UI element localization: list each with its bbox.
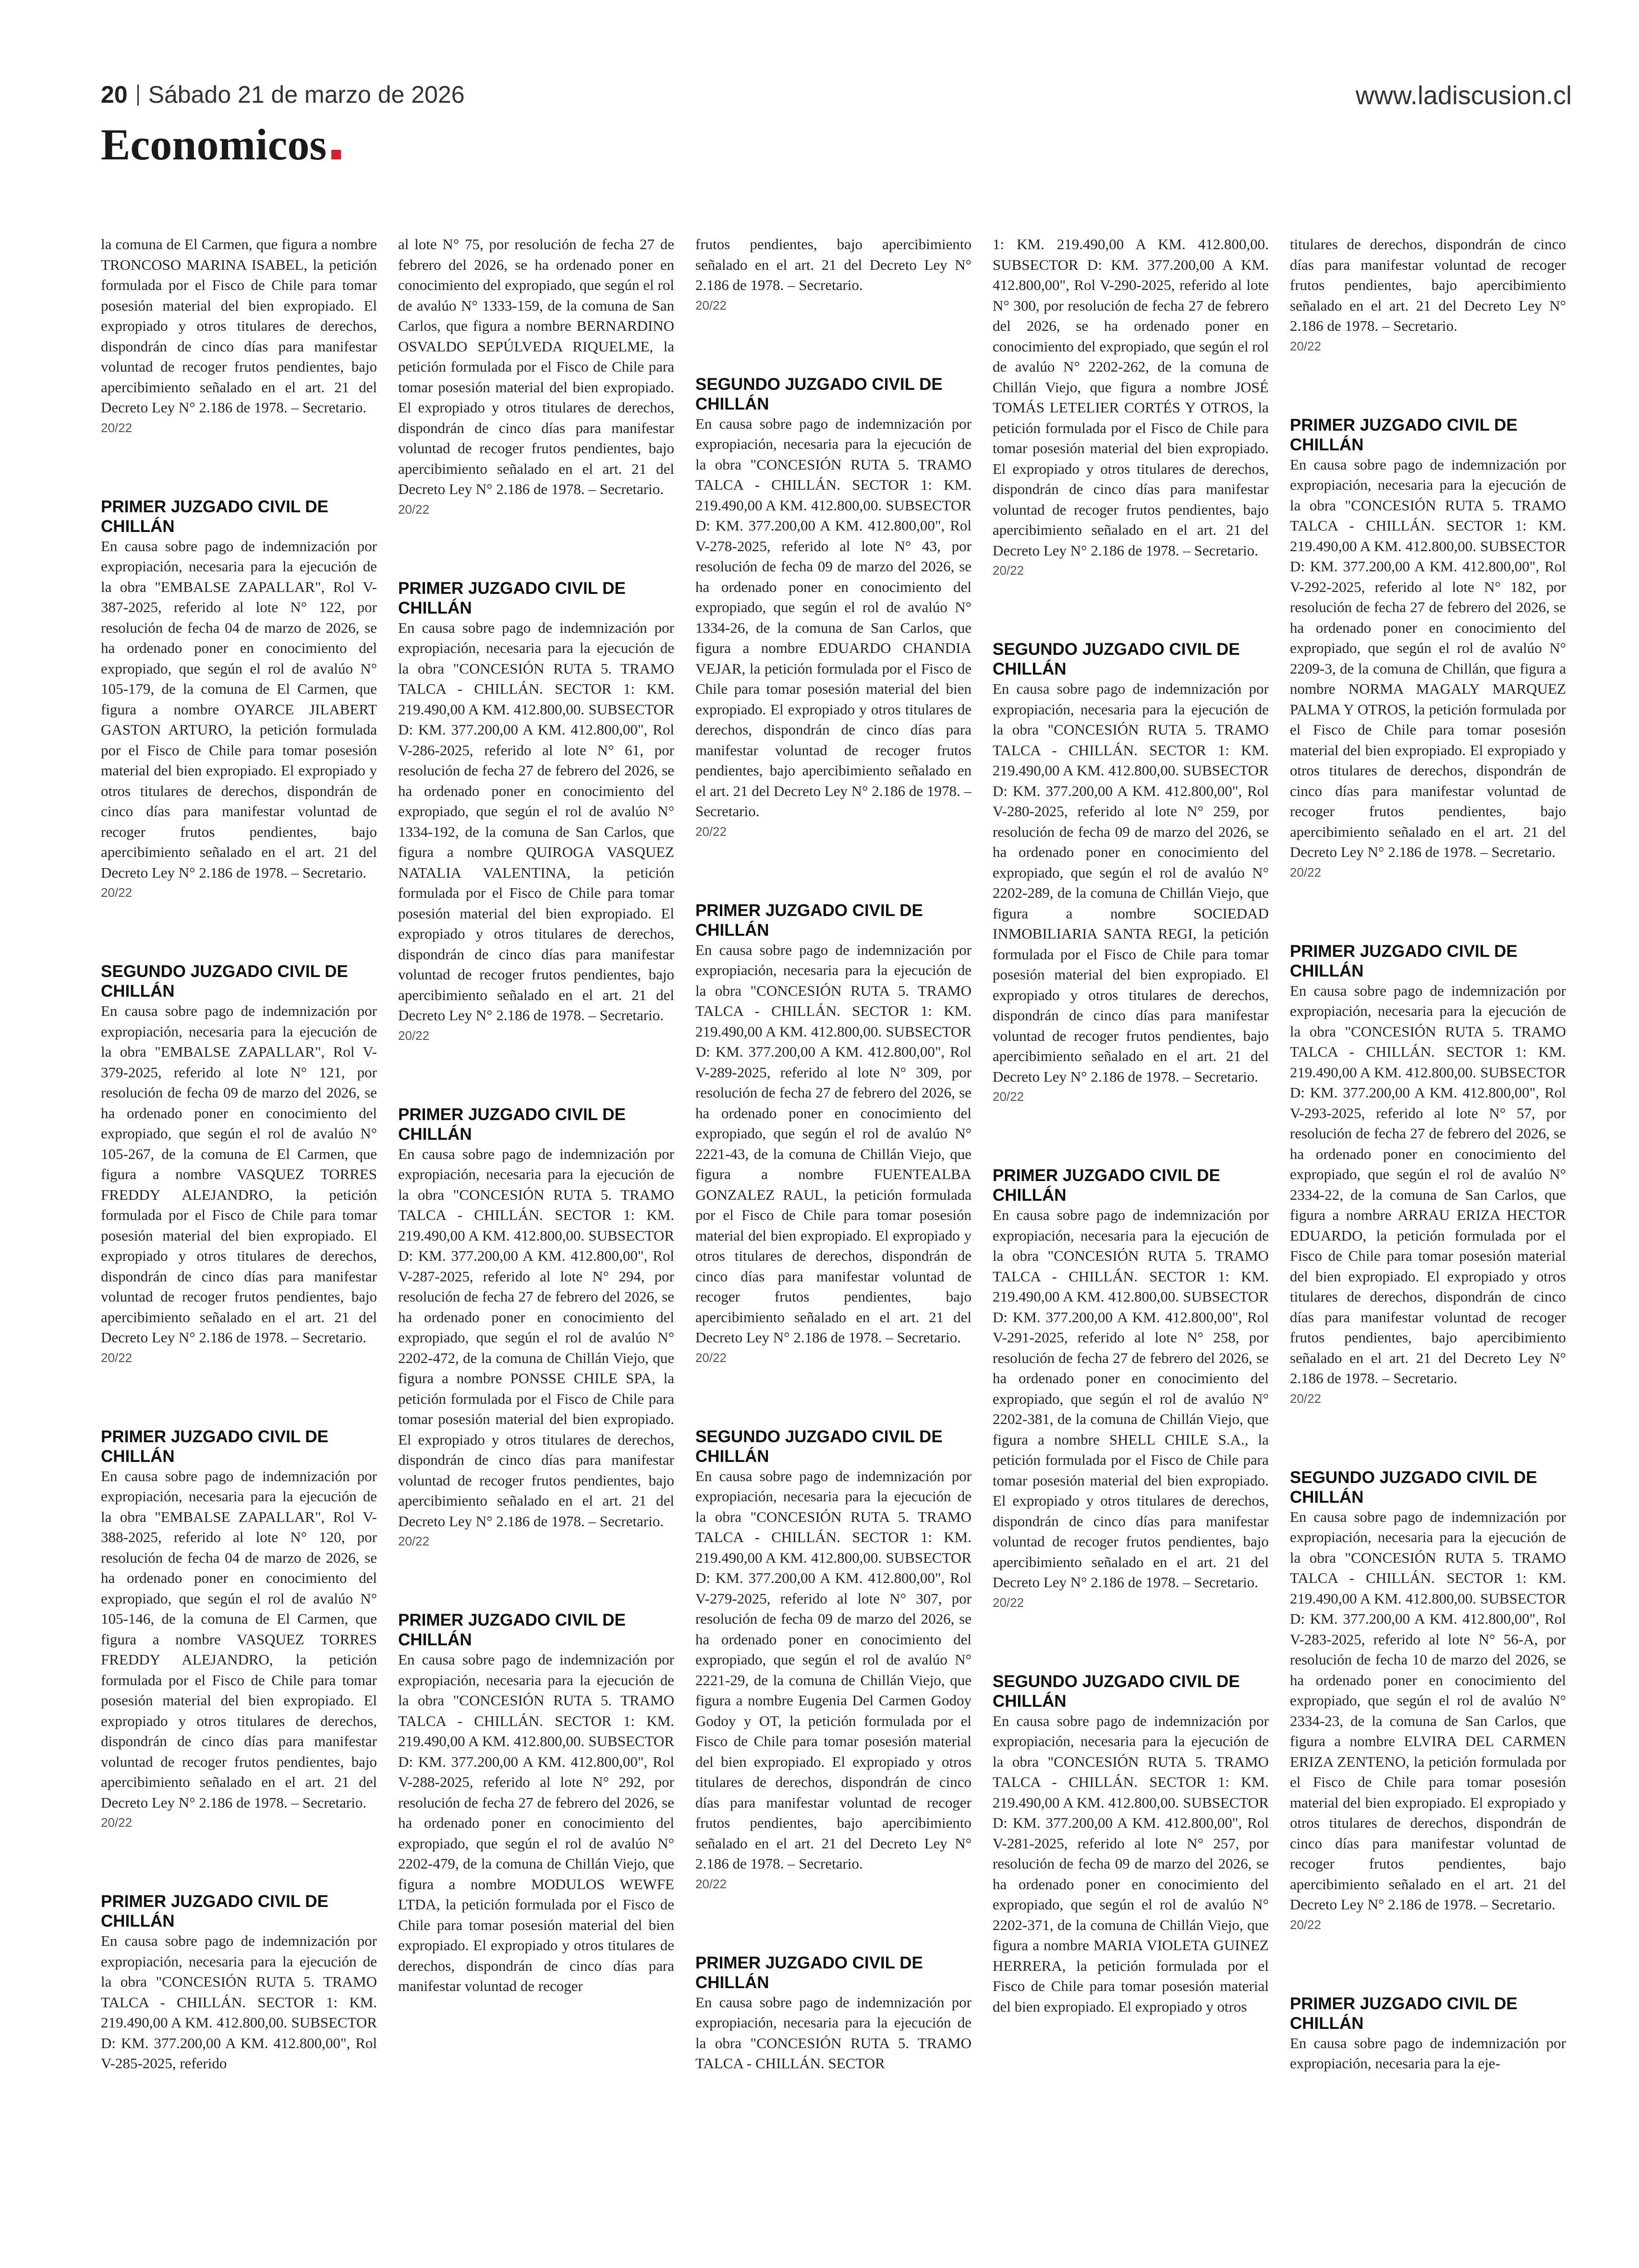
notice-code: 20/22 xyxy=(1290,1391,1322,1406)
website-url[interactable]: www.ladiscusion.cl xyxy=(1355,81,1572,110)
legal-notice xyxy=(695,1427,971,1894)
legal-notice xyxy=(398,579,674,1045)
legal-notice xyxy=(1290,941,1566,1408)
notice-body: En causa sobre pago de indemnización por expropiación, necesaria para la ejecución de la obra "CONCESIÓN RUTA 5. TRAMO TALCA - CHILLÁN. SECTOR 1: KM. 219.490,00 A KM. 412.800,00. SUBSECTOR D: KM. 377.200,00 A KM. 412.800,00", Rol V-292-2025, referido al lote N° 182, por resolución de fecha 27 de febrero del 2026, se ha ordenado poner en conocimiento del expropiado, que según el rol de avalúo N° 2209-3, de la comuna de Chillán, que figura a nombre NORMA MAGALY MARQUEZ PALMA Y OTROS, la petición formulada por el Fisco de Chile para tomar posesión material del bien expropiado. El expropiado y otros titulares de derechos, dispondrán de cinco días para manifestar voluntad de recoger frutos pendientes, bajo apercibimiento señalado en el art. 21 del Decreto Ley N° 2.186 de 1978. – Secretario. xyxy=(1290,456,1566,860)
notice-code: 20/22 xyxy=(1290,865,1322,880)
notice-heading: PRIMER JUZGADO CIVIL DE CHILLÁN xyxy=(398,1611,626,1649)
notice-body: En causa sobre pago de indemnización por expropiación, necesaria para la ejecución de la obra "CONCESIÓN RUTA 5. TRAMO TALCA - CHILLÁN. SECTOR 1: KM. 219.490,00 A KM. 412.800,00. SUBSECTOR D: KM. 377.200,00 A KM. 412.800,00", Rol V-283-2025, referido al lote N° 56-A, por resolución de fecha 10 de marzo del 2026, se ha ordenado poner en conocimiento del expropiado, que según el rol de avalúo N° 2334-23, de la comuna de San Carlos, que figura a nombre ELVIRA DEL CARMEN ERIZA ZENTENO, la petición formulada por el Fisco de Chile para tomar posesión material del bien expropiado. El expropiado y otros titulares de derechos, dispondrán de cinco días para manifestar voluntad de recoger frutos pendientes, bajo apercibimiento señalado en el art. 21 del Decreto Ley N° 2.186 de 1978. – Secretario. xyxy=(1290,1508,1566,1913)
notice-heading: SEGUNDO JUZGADO CIVIL DE CHILLÁN xyxy=(695,1427,943,1466)
notice-heading: SEGUNDO JUZGADO CIVIL DE CHILLÁN xyxy=(695,374,943,413)
notice-heading: PRIMER JUZGADO CIVIL DE CHILLÁN xyxy=(1290,941,1518,980)
classified-column-5 xyxy=(1290,234,1566,2251)
notice-heading: PRIMER JUZGADO CIVIL DE CHILLÁN xyxy=(993,1166,1220,1205)
notice-code: 20/22 xyxy=(695,298,727,313)
page-header-left xyxy=(101,81,464,109)
notice-code: 20/22 xyxy=(398,1534,430,1548)
legal-notice xyxy=(993,1166,1269,1612)
notice-code: 20/22 xyxy=(101,1350,133,1365)
notice-heading: PRIMER JUZGADO CIVIL DE CHILLÁN xyxy=(1290,1994,1518,2033)
notice-heading: PRIMER JUZGADO CIVIL DE CHILLÁN xyxy=(695,901,923,940)
notice-body: En causa sobre pago de indemnización por expropiación, necesaria para la ejecución de la obra "CONCESIÓN RUTA 5. TRAMO TALCA - CHILLÁN. SECTOR 1: KM. 219.490,00 A KM. 412.800,00. SUBSECTOR D: KM. 377.200,00 A KM. 412.800,00", Rol V-288-2025, referido al lote N° 292, por resolución de fecha 27 de febrero del 2026, se ha ordenado poner en conocimiento del expropiado, que según el rol de avalúo N° 2202-479, de la comuna de Chillán Viejo, que figura a nombre MODULOS WEWFE LTDA, la petición formulada por el Fisco de Chile para tomar posesión material del bien expropiado. El expropiado y otros titulares de derechos, dispondrán de cinco días para manifestar voluntad de recoger xyxy=(398,1651,674,1994)
legal-notice xyxy=(993,234,1269,580)
legal-notice xyxy=(398,1105,674,1551)
classified-column-4 xyxy=(993,234,1269,2251)
classified-column-3 xyxy=(695,234,971,2251)
notice-body: En causa sobre pago de indemnización por expropiación, necesaria para la ejecución de la obra "CONCESIÓN RUTA 5. TRAMO TALCA - CHILLÁN. SECTOR 1: KM. 219.490,00 A KM. 412.800,00. SUBSECTOR D: KM. 377.200,00 A KM. 412.800,00", Rol V-293-2025, referido al lote N° 57, por resolución de fecha 27 de febrero del 2026, se ha ordenado poner en conocimiento del expropiado, que según el rol de avalúo N° 2334-22, de la comuna de San Carlos, que figura a nombre ARRAU ERIZA HECTOR EDUARDO, la petición formulada por el Fisco de Chile para tomar posesión material del bien expropiado. El expropiado y otros titulares de derechos, dispondrán de cinco días para manifestar voluntad de recoger frutos pendientes, bajo apercibimiento señalado en el art. 21 del Decreto Ley N° 2.186 de 1978. – Secretario. xyxy=(1290,982,1566,1387)
legal-notice xyxy=(101,234,377,437)
legal-notice xyxy=(1290,1994,1566,2074)
notice-body: En causa sobre pago de indemnización por expropiación, necesaria para la ejecución de la obra "CONCESIÓN RUTA 5. TRAMO TALCA - CHILLÁN. SECTOR 1: KM. 219.490,00 A KM. 412.800,00. SUBSECTOR D: KM. 377.200,00 A KM. 412.800,00", Rol V-281-2025, referido al lote N° 257, por resolución de fecha 09 de marzo del 2026, se ha ordenado poner en conocimiento del expropiado, que según el rol de avalúo N° 2202-371, de la comuna de Chillán Viejo, que figura a nombre MARIA VIOLETA GUINEZ HERRERA, la petición formulada por el Fisco de Chile para tomar posesión material del bien expropiado. El expropiado y otros xyxy=(993,1712,1269,2015)
notice-body: En causa sobre pago de indemnización por expropiación, necesaria para la eje- xyxy=(1290,2034,1566,2072)
notice-heading: PRIMER JUZGADO CIVIL DE CHILLÁN xyxy=(101,497,328,536)
legal-notice xyxy=(398,234,674,519)
legal-notice xyxy=(101,497,377,903)
notice-code: 20/22 xyxy=(1290,338,1322,353)
notice-body: En causa sobre pago de indemnización por expropiación, necesaria para la ejecución de la obra "CONCESIÓN RUTA 5. TRAMO TALCA - CHILLÁN. SECTOR 1: KM. 219.490,00 A KM. 412.800,00. SUBSECTOR D: KM. 377.200,00 A KM. 412.800,00", Rol V-279-2025, referido al lote N° 307, por resolución de fecha 09 de marzo del 2026, se ha ordenado poner en conocimiento del expropiado, que según el rol de avalúo N° 2221-29, de la comuna de Chillán Viejo, que figura a nombre Eugenia Del Carmen Godoy Godoy y OT, la petición formulada por el Fisco de Chile para tomar posesión material del bien expropiado. El expropiado y otros titulares de derechos, dispondrán de cinco días para manifestar voluntad de recoger frutos pendientes, bajo apercibimiento señalado en el art. 21 del Decreto Ley N° 2.186 de 1978. – Secretario. xyxy=(695,1467,971,1872)
notice-body: la comuna de El Carmen, que figura a nombre TRONCOSO MARINA ISABEL, la petición formulada por el Fisco de Chile para tomar posesión material del bien expropiado. El expropiado y otros titulares de derechos, dispondrán de cinco días para manifestar voluntad de recoger frutos pendientes, bajo apercibimiento señalado en el art. 21 del Decreto Ley N° 2.186 de 1978. – Secretario. xyxy=(101,236,377,416)
classified-column-1 xyxy=(101,234,377,2251)
page-number: 20 xyxy=(101,81,128,108)
notice-body: frutos pendientes, bajo apercibimiento señalado en el art. 21 del Decreto Ley N° 2.186 de 1978. – Secretario. xyxy=(695,236,971,293)
notice-code: 20/22 xyxy=(1290,1917,1322,1932)
notice-heading: PRIMER JUZGADO CIVIL DE CHILLÁN xyxy=(695,1953,923,1992)
legal-notice xyxy=(695,374,971,841)
legal-notice xyxy=(695,901,971,1367)
section-name: Economicos xyxy=(101,120,327,169)
issue-date: Sábado 21 de marzo de 2026 xyxy=(148,81,465,108)
legal-notice xyxy=(101,1892,377,2074)
section-title xyxy=(101,119,341,170)
notice-body: En causa sobre pago de indemnización por expropiación, necesaria para la ejecución de la obra "CONCESIÓN RUTA 5. TRAMO TALCA - CHILLÁN. SECTOR 1: KM. 219.490,00 A KM. 412.800,00. SUBSECTOR D: KM. 377.200,00 A KM. 412.800,00", Rol V-286-2025, referido al lote N° 61, por resolución de fecha 27 de febrero del 2026, se ha ordenado poner en conocimiento del expropiado, que según el rol de avalúo N° 1334-192, de la comuna de San Carlos, que figura a nombre QUIROGA VASQUEZ NATALIA VALENTINA, la petición formulada por el Fisco de Chile para tomar posesión material del bien expropiado. El expropiado y otros titulares de derechos, dispondrán de cinco días para manifestar voluntad de recoger frutos pendientes, bajo apercibimiento señalado en el art. 21 del Decreto Ley N° 2.186 de 1978. – Secretario. xyxy=(398,619,674,1024)
notice-code: 20/22 xyxy=(398,1028,430,1043)
notice-body: En causa sobre pago de indemnización por expropiación, necesaria para la ejecución de la obra "CONCESIÓN RUTA 5. TRAMO TALCA - CHILLÁN. SECTOR xyxy=(695,1993,971,2072)
legal-notice xyxy=(398,1610,674,1997)
notice-heading: SEGUNDO JUZGADO CIVIL DE CHILLÁN xyxy=(1290,1468,1537,1507)
notice-body: En causa sobre pago de indemnización por expropiación, necesaria para la ejecución de la obra "CONCESIÓN RUTA 5. TRAMO TALCA - CHILLÁN. SECTOR 1: KM. 219.490,00 A KM. 412.800,00. SUBSECTOR D: KM. 377.200,00 A KM. 412.800,00", Rol V-291-2025, referido al lote N° 258, por resolución de fecha 27 de febrero del 2026, se ha ordenado poner en conocimiento del expropiado, que según el rol de avalúo N° 2202-381, de la comuna de Chillán Viejo, que figura a nombre SHELL CHILE S.A., la petición formulada por el Fisco de Chile para tomar posesión material del bien expropiado. El expropiado y otros titulares de derechos, dispondrán de cinco días para manifestar voluntad de recoger frutos pendientes, bajo apercibimiento señalado en el art. 21 del Decreto Ley N° 2.186 de 1978. – Secretario. xyxy=(993,1206,1269,1591)
legal-notice xyxy=(1290,415,1566,882)
notice-heading: SEGUNDO JUZGADO CIVIL DE CHILLÁN xyxy=(993,1672,1240,1711)
notice-body: En causa sobre pago de indemnización por expropiación, necesaria para la ejecución de la obra "EMBALSE ZAPALLAR", Rol V-379-2025, referido al lote N° 121, por resolución de fecha 09 de marzo del 2026, se ha ordenado poner en conocimiento del expropiado, que según el rol de avalúo N° 105-267, de la comuna de El Carmen, que figura a nombre VASQUEZ TORRES FREDDY ALEJANDRO, la petición formulada por el Fisco de Chile para tomar posesión material del bien expropiado. El expropiado y otros titulares de derechos, dispondrán de cinco días para manifestar voluntad de recoger frutos pendientes, bajo apercibimiento señalado en el art. 21 del Decreto Ley N° 2.186 de 1978. – Secretario. xyxy=(101,1002,377,1346)
classified-column-2 xyxy=(398,234,674,2251)
header-divider xyxy=(137,84,139,106)
notice-code: 20/22 xyxy=(398,502,430,517)
notice-code: 20/22 xyxy=(993,1595,1024,1610)
notice-body: En causa sobre pago de indemnización por expropiación, necesaria para la ejecución de la obra "CONCESIÓN RUTA 5. TRAMO TALCA - CHILLÁN. SECTOR 1: KM. 219.490,00 A KM. 412.800,00. SUBSECTOR D: KM. 377.200,00 A KM. 412.800,00", Rol V-280-2025, referido al lote N° 259, por resolución de fecha 09 de marzo del 2026, se ha ordenado poner en conocimiento del expropiado, que según el rol de avalúo N° 2202-289, de la comuna de Chillán Viejo, que figura a nombre SOCIEDAD INMOBILIARIA SANTA REGI, la petición formulada por el Fisco de Chile para tomar posesión material del bien expropiado. El expropiado y otros titulares de derechos, dispondrán de cinco días para manifestar voluntad de recoger frutos pendientes, bajo apercibimiento señalado en el art. 21 del Decreto Ley N° 2.186 de 1978. – Secretario. xyxy=(993,680,1269,1085)
notice-body: En causa sobre pago de indemnización por expropiación, necesaria para la ejecución de la obra "EMBALSE ZAPALLAR", Rol V-388-2025, referido al lote N° 120, por resolución de fecha 04 de marzo de 2026, se ha ordenado poner en conocimiento del expropiado, que según el rol de avalúo N° 105-146, de la comuna de El Carmen, que figura a nombre VASQUEZ TORRES FREDDY ALEJANDRO, la petición formulada por el Fisco de Chile para tomar posesión material del bien expropiado. El expropiado y otros titulares de derechos, dispondrán de cinco días para manifestar voluntad de recoger frutos pendientes, bajo apercibimiento señalado en el art. 21 del Decreto Ley N° 2.186 de 1978. – Secretario. xyxy=(101,1467,377,1811)
section-accent-dot xyxy=(331,150,341,159)
notice-body: En causa sobre pago de indemnización por expropiación, necesaria para la ejecución de la obra "CONCESIÓN RUTA 5. TRAMO TALCA - CHILLÁN. SECTOR 1: KM. 219.490,00 A KM. 412.800,00. SUBSECTOR D: KM. 377.200,00 A KM. 412.800,00", Rol V-278-2025, referido al lote N° 43, por resolución de fecha 09 de marzo del 2026, se ha ordenado poner en conocimiento del expropiado, que según el rol de avalúo N° 1334-26, de la comuna de San Carlos, que figura a nombre EDUARDO CHANDIA VEJAR, la petición formulada por el Fisco de Chile para tomar posesión material del bien expropiado. El expropiado y otros titulares de derechos, dispondrán de cinco días para manifestar voluntad de recoger frutos pendientes, bajo apercibimiento señalado en el art. 21 del Decreto Ley N° 2.186 de 1978. – Secretario. xyxy=(695,415,971,820)
notice-heading: PRIMER JUZGADO CIVIL DE CHILLÁN xyxy=(1290,415,1518,454)
notice-heading: PRIMER JUZGADO CIVIL DE CHILLÁN xyxy=(101,1427,328,1466)
notice-code: 20/22 xyxy=(695,824,727,839)
notice-code: 20/22 xyxy=(101,420,133,435)
notice-body: En causa sobre pago de indemnización por expropiación, necesaria para la ejecución de la obra "CONCESIÓN RUTA 5. TRAMO TALCA - CHILLÁN. SECTOR 1: KM. 219.490,00 A KM. 412.800,00. SUBSECTOR D: KM. 377.200,00 A KM. 412.800,00", Rol V-287-2025, referido al lote N° 294, por resolución de fecha 27 de febrero del 2026, se ha ordenado poner en conocimiento del expropiado, que según el rol de avalúo N° 2202-472, de la comuna de Chillán Viejo, que figura a nombre PONSSE CHILE SPA, la petición formulada por el Fisco de Chile para tomar posesión material del bien expropiado. El expropiado y otros titulares de derechos, dispondrán de cinco días para manifestar voluntad de recoger frutos pendientes, bajo apercibimiento señalado en el art. 21 del Decreto Ley N° 2.186 de 1978. – Secretario. xyxy=(398,1145,674,1530)
notice-body: En causa sobre pago de indemnización por expropiación, necesaria para la ejecución de la obra "CONCESIÓN RUTA 5. TRAMO TALCA - CHILLÁN. SECTOR 1: KM. 219.490,00 A KM. 412.800,00. SUBSECTOR D: KM. 377.200,00 A KM. 412.800,00", Rol V-285-2025, referido xyxy=(101,1932,377,2072)
legal-notice xyxy=(101,1427,377,1833)
legal-notice xyxy=(993,639,1269,1106)
notice-body: al lote N° 75, por resolución de fecha 27 de febrero del 2026, se ha ordenado poner en conocimiento del expropiado, que según el rol de avalúo N° 1333-159, de la comuna de San Carlos, que figura a nombre BERNARDINO OSVALDO SEPÚLVEDA RIQUELME, la petición formulada por el Fisco de Chile para tomar posesión material del bien expropiado. El expropiado y otros titulares de derechos, dispondrán de cinco días para manifestar voluntad de recoger frutos pendientes, bajo apercibimiento señalado en el art. 21 del Decreto Ley N° 2.186 de 1978. – Secretario. xyxy=(398,236,674,497)
notice-body: En causa sobre pago de indemnización por expropiación, necesaria para la ejecución de la obra "CONCESIÓN RUTA 5. TRAMO TALCA - CHILLÁN. SECTOR 1: KM. 219.490,00 A KM. 412.800,00. SUBSECTOR D: KM. 377.200,00 A KM. 412.800,00", Rol V-289-2025, referido al lote N° 309, por resolución de fecha 27 de febrero del 2026, se ha ordenado poner en conocimiento del expropiado, que según el rol de avalúo N° 2221-43, de la comuna de Chillán Viejo, que figura a nombre FUENTEALBA GONZALEZ RAUL, la petición formulada por el Fisco de Chile para tomar posesión material del bien expropiado. El expropiado y otros titulares de derechos, dispondrán de cinco días para manifestar voluntad de recoger frutos pendientes, bajo apercibimiento señalado en el art. 21 del Decreto Ley N° 2.186 de 1978. – Secretario. xyxy=(695,941,971,1346)
notice-code: 20/22 xyxy=(101,885,133,900)
legal-notice xyxy=(695,234,971,315)
notice-body: En causa sobre pago de indemnización por expropiación, necesaria para la ejecución de la obra "EMBALSE ZAPALLAR", Rol V-387-2025, referido al lote N° 122, por resolución de fecha 04 de marzo de 2026, se ha ordenado poner en conocimiento del expropiado, que según el rol de avalúo N° 105-179, de la comuna de El Carmen, que figura a nombre OYARCE JILABERT GASTON ARTURO, la petición formulada por el Fisco de Chile para tomar posesión material del bien expropiado. El expropiado y otros titulares de derechos, dispondrán de cinco días para manifestar voluntad de recoger frutos pendientes, bajo apercibimiento señalado en el art. 21 del Decreto Ley N° 2.186 de 1978. – Secretario. xyxy=(101,537,377,881)
notice-heading: SEGUNDO JUZGADO CIVIL DE CHILLÁN xyxy=(101,962,348,1001)
notice-heading: PRIMER JUZGADO CIVIL DE CHILLÁN xyxy=(398,579,626,617)
notice-code: 20/22 xyxy=(101,1815,133,1830)
notice-body: 1: KM. 219.490,00 A KM. 412.800,00. SUBSECTOR D: KM. 377.200,00 A KM. 412.800,00", Rol V-290-2025, referido al lote N° 300, por resolución de fecha 27 de febrero del 2026, se ha ordenado poner en conocimiento del expropiado, que según el rol de avalúo N° 2202-262, de la comuna de Chillán Viejo, que figura a nombre JOSÉ TOMÁS LETELIER CORTÉS Y OTROS, la petición formulada por el Fisco de Chile para tomar posesión material del bien expropiado. El expropiado y otros titulares de derechos, dispondrán de cinco días para manifestar voluntad de recoger frutos pendientes, bajo apercibimiento señalado en el art. 21 del Decreto Ley N° 2.186 de 1978. – Secretario. xyxy=(993,236,1269,559)
notice-code: 20/22 xyxy=(695,1350,727,1365)
notice-heading: PRIMER JUZGADO CIVIL DE CHILLÁN xyxy=(398,1105,626,1144)
legal-notice xyxy=(101,962,377,1367)
notice-body: titulares de derechos, dispondrán de cinco días para manifestar voluntad de recoger frutos pendientes, bajo apercibimiento señalado en el art. 21 del Decreto Ley N° 2.186 de 1978. – Secretario. xyxy=(1290,236,1566,334)
notice-code: 20/22 xyxy=(993,563,1024,578)
notice-code: 20/22 xyxy=(695,1876,727,1891)
legal-notice xyxy=(1290,234,1566,356)
legal-notice xyxy=(695,1953,971,2074)
legal-notice xyxy=(1290,1468,1566,1934)
legal-notice xyxy=(993,1672,1269,2017)
notice-code: 20/22 xyxy=(993,1089,1024,1104)
notice-heading: SEGUNDO JUZGADO CIVIL DE CHILLÁN xyxy=(993,640,1240,678)
notice-heading: PRIMER JUZGADO CIVIL DE CHILLÁN xyxy=(101,1892,328,1930)
